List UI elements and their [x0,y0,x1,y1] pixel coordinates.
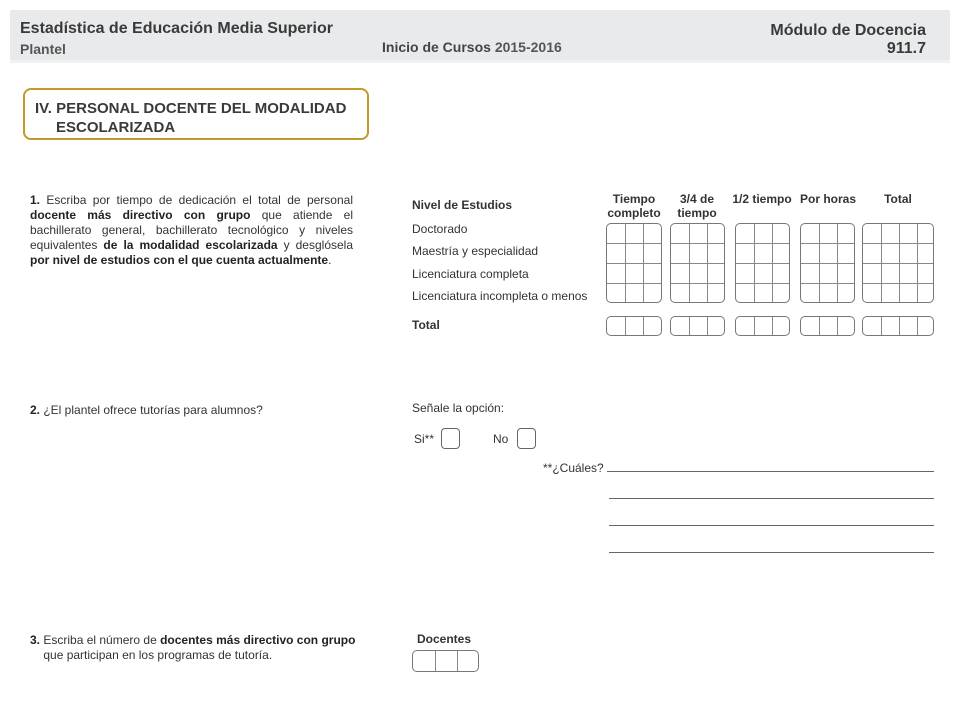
q1-text-c: y desglósela [277,238,354,252]
which-answer-line-3[interactable] [609,525,934,526]
which-answer-line-2[interactable] [609,498,934,499]
q3-text-a: Escriba el número de [40,633,161,647]
col-header-medio-tiempo [728,192,796,206]
question-3-text [30,633,355,663]
form-header [10,10,950,60]
grid-total[interactable] [862,223,934,303]
which-answer-line-1[interactable] [607,471,934,472]
grid-medio-tiempo[interactable] [735,223,790,303]
q1-text-a: Escriba por tiempo de dedicación el total de personal [40,193,353,207]
q1-text-b: que atiende el bachillerato general, bachillerato tecnológico y niveles equivalentes [30,208,353,252]
row-label-maestria: Maestría y especialidad [412,244,539,258]
yes-checkbox[interactable] [441,428,460,449]
question-1-text [30,193,353,268]
col-3-line1: Por horas [799,192,856,206]
docentes-label: Docentes [417,632,472,646]
form-code: 911.7 [886,40,926,57]
question-3-number: 3. [30,633,41,647]
q3-bold-a: docentes más directivo con grupo [160,633,356,647]
section-title-line1: IV. PERSONAL DOCENTE DEL MODALIDAD [35,100,347,117]
table-header-nivel: Nivel de Estudios [412,198,513,212]
col-header-tiempo-completo [602,192,666,220]
cycle-prefix: Inicio de Cursos [382,39,495,55]
total-medio-tiempo-box[interactable] [735,316,790,336]
col-2-line1: 1/2 tiempo [732,192,792,206]
header-divider [10,60,950,63]
form-title: Estadística de Educación Media Superior [20,20,333,37]
col-1-line2: tiempo [677,206,717,220]
form-subtitle: Plantel [20,41,66,57]
docentes-box[interactable] [412,650,479,672]
which-answer-line-4[interactable] [609,552,934,553]
col-4-line1: Total [884,192,912,206]
total-total-box[interactable] [862,316,934,336]
row-label-doctorado: Doctorado [412,222,468,236]
no-checkbox[interactable] [517,428,536,449]
question-2-text [30,403,263,418]
col-1-line1: 3/4 de [679,192,715,206]
total-tiempo-completo-box[interactable] [606,316,662,336]
q1-bold-a: docente más directivo con grupo [30,208,251,222]
total-por-horas-box[interactable] [800,316,855,336]
col-header-total [866,192,930,206]
no-label: No [493,432,509,446]
grid-tres-cuartos[interactable] [670,223,725,303]
q1-bold-b: de la modalidad escolarizada [103,238,278,252]
school-cycle [382,39,562,55]
total-tres-cuartos-box[interactable] [670,316,725,336]
module-name: Módulo de Docencia [770,22,926,39]
col-0-line2: completo [607,206,661,220]
cycle-years: 2015-2016 [494,39,562,55]
col-0-line1: Tiempo [612,192,656,206]
yes-label: Si** [414,432,435,446]
section-title-box [23,88,369,140]
which-label: **¿Cuáles? [543,461,604,475]
grid-por-horas[interactable] [800,223,855,303]
option-prompt: Señale la opción: [412,401,505,415]
question-1-number: 1. [30,193,41,207]
question-2-number: 2. [30,403,41,417]
q3-text-b: que participan en los programas de tutoría. [40,648,273,662]
row-label-licenciatura-incompleta: Licenciatura incompleta o menos [412,289,588,303]
q1-bold-c: por nivel de estudios con el que cuenta actualmente [30,253,329,267]
q1-text-d: . [328,253,332,267]
q2-text: ¿El plantel ofrece tutorías para alumnos? [40,403,263,417]
row-label-total: Total [412,318,440,332]
module-info [770,22,926,58]
grid-tiempo-completo[interactable] [606,223,662,303]
section-title-line2: ESCOLARIZADA [56,119,176,136]
col-header-tres-cuartos [668,192,726,220]
row-label-licenciatura-completa: Licenciatura completa [412,267,529,281]
col-header-por-horas [796,192,860,206]
